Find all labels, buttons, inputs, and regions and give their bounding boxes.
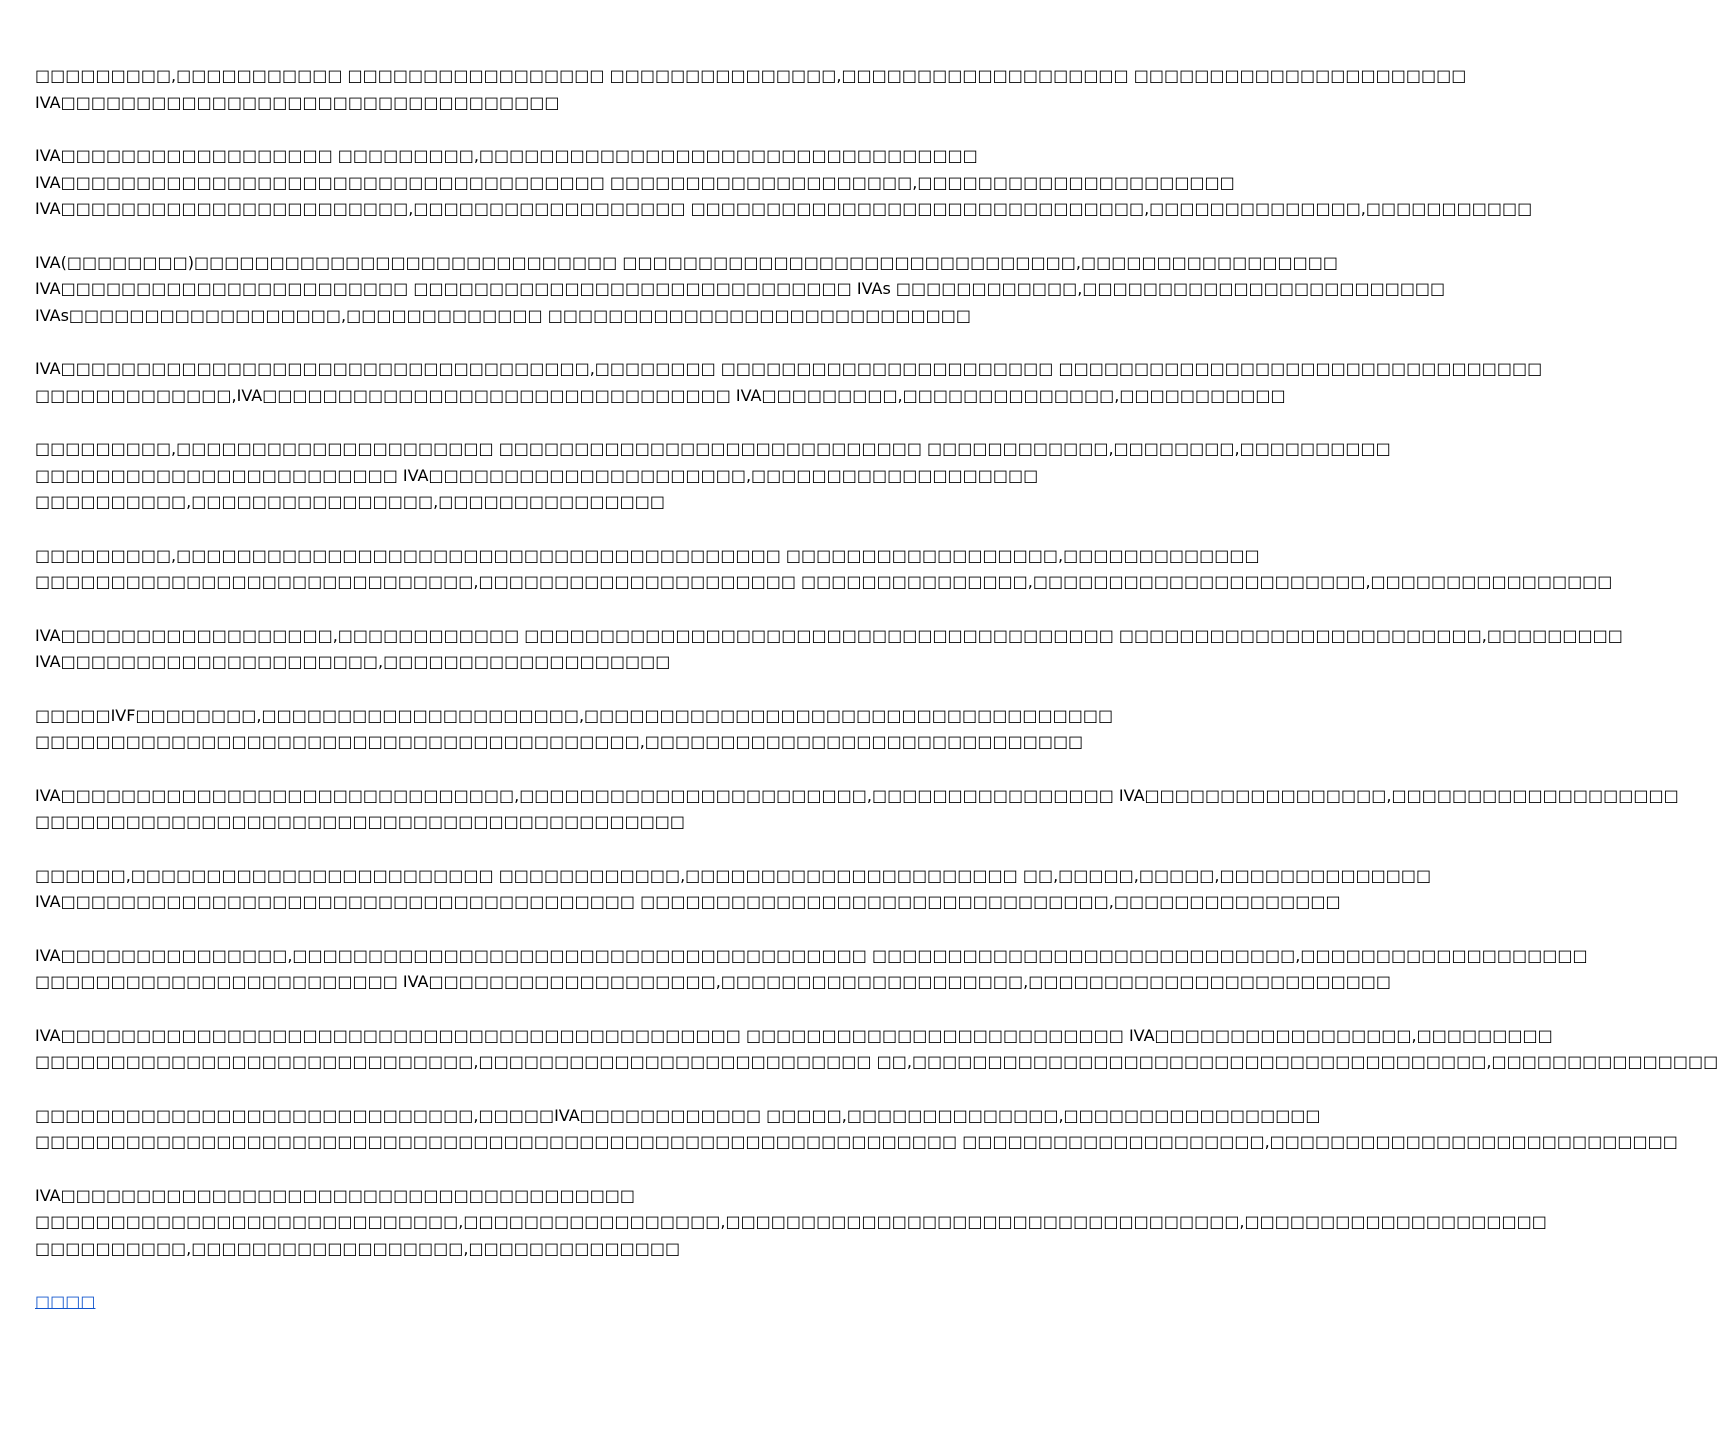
paragraph-line: IVA□□□□□□□□□□□□□□□,□□□□□□□□□□□□□□□□□□□□□□□□□□□□□□□□□□□□□□ □□□□□□□□□□□□□□□□□□□□□□□□□□□□,□□□□□□□□□□□□□□□□□□□ (35, 945, 1588, 965)
link-paragraph (35, 1289, 975, 1316)
paragraph-line: IVA□□□□□□□□□□□□□□□□□□ □□□□□□□□□,□□□□□□□□□□□□□□□□□□□□□□□□□□□□□□□□□ (35, 146, 978, 165)
paragraph-line: IVA□□□□□□□□□□□□□□□□□□□□□□□□□□□□□□□□□□□□□□ □□□□□□□□□□□□□□□□□□□□□□□□□□□□□□□,□□□□□□□□□□□□□□□ (35, 892, 1341, 911)
paragraph (35, 863, 1432, 916)
paragraph-line: IVA□□□□□□□□□□□□□□□□□□□□□□□□□□□□□□,□□□□□□□□□□□□□□□□□□□□□□□,□□□□□□□□□□□□□□□□ IVA□□□□□□□□□□□□□□□□,□□□□□□□□□□□□□□□□□□□ (35, 785, 1679, 805)
paragraph (35, 250, 1446, 330)
paragraph (35, 436, 1391, 516)
paragraph (35, 543, 1613, 596)
paragraph-line: IVA(□□□□□□□□)□□□□□□□□□□□□□□□□□□□□□□□□□□□□ □□□□□□□□□□□□□□□□□□□□□□□□□□□□□□,□□□□□□□□□□□□□□□□□ (35, 252, 1338, 272)
paragraph-line: □□□□□□□□□□□□□□□□□□□□□□□□ IVA□□□□□□□□□□□□□□□□□□□,□□□□□□□□□□□□□□□□□□□□,□□□□□□□□□□□□□□□□□□□□□□□□ (35, 972, 1392, 991)
paragraph-line: □□□□□□□□□□,□□□□□□□□□□□□□□□□□□,□□□□□□□□□□□□□□ (35, 1238, 681, 1258)
paragraph (35, 356, 1543, 409)
paragraph-line: □□□□□□□□□□□□□□□□□□□□□□□□□□□□□□□□□□□□□□□□,□□□□□□□□□□□□□□□□□□□□□□□□□□□□□ (35, 732, 1084, 751)
paragraph-line: □□□□□□□□□□□□□□□□□□□□□□□□□□□□,□□□□□□□□□□□□□□□□□,□□□□□□□□□□□□□□□□□□□□□□□□□□□□□□□□□□,□□□□□□□□□□□□□□□□□□□□ (35, 1212, 1547, 1231)
paragraph (35, 783, 1679, 836)
paragraph-line: □□□□□□□□□□□□□□□□□□□□□□□□□□□□□,□□□□□□□□□□□□□□□□□□□□□□□□□□ □□,□□□□□□□□□□□□□□□□□□□□□□□□□□□□□□□□□□□□□□,□□□□□□□□□□□□□□□ (35, 1052, 1718, 1071)
paragraph-line: IVA□□□□□□□□□□□□□□□□□□□□□□□ □□□□□□□□□□□□□□□□□□□□□□□□□□□□□ IVAs □□□□□□□□□□□□,□□□□□□□□□□□□□□□□□□□□□□□□ (35, 279, 1446, 298)
paragraph-line: □□□□□□□□□,□□□□□□□□□□□□□□□□□□□□□□□□□□□□□□□□□□□□□□□□ □□□□□□□□□□□□□□□□□□,□□□□□□□□□□□□□ (35, 545, 1260, 565)
read-more-link[interactable]: □□□□ (35, 1292, 96, 1311)
paragraph (35, 703, 1114, 756)
paragraph-line: IVA□□□□□□□□□□□□□□□□□□□□□□□□□□□□□□□□□□□,□□□□□□□□ □□□□□□□□□□□□□□□□□□□□□□ □□□□□□□□□□□□□□□□□□□□□□□□□□□□□□□□ (35, 359, 1543, 378)
paragraph-line: IVA□□□□□□□□□□□□□□□□□□□□□,□□□□□□□□□□□□□□□□□□□ (35, 652, 671, 671)
paragraph (35, 143, 1533, 223)
paragraph (35, 1103, 1678, 1156)
paragraph (35, 623, 1623, 676)
paragraph (35, 943, 1588, 996)
paragraph-line: IVA□□□□□□□□□□□□□□□□□□□□□□□□□□□□□□□□□□□□ □□□□□□□□□□□□□□□□□□□□,□□□□□□□□□□□□□□□□□□□□□ (35, 172, 1235, 192)
paragraph-line: □□□□□□□□□□□□□,IVA□□□□□□□□□□□□□□□□□□□□□□□□□□□□□□□ IVA□□□□□□□□□,□□□□□□□□□□□□□□,□□□□□□□□□□□ (35, 385, 1286, 405)
paragraph (35, 1183, 1547, 1263)
paragraph-line: □□□□□IVF□□□□□□□□,□□□□□□□□□□□□□□□□□□□□□,□□□□□□□□□□□□□□□□□□□□□□□□□□□□□□□□□□□ (35, 705, 1114, 725)
paragraph-line: □□□□□□□□□□□□□□□□□□□□□□□□□□□□□,□□□□□□□□□□□□□□□□□□□□□ □□□□□□□□□□□□□□□,□□□□□□□□□□□□□□□□□□□□□□,□□□□□□□□□□□□□□□□ (35, 572, 1613, 591)
paragraph-line: □□□□□□□□□□□□□□□□□□□□□□□□□□□□□□□□□□□□□□□□□□□□□□□□□□□□□□□□□□□□□ □□□□□□□□□□□□□□□□□□□□,□□□□□□□□□□□□□□□□□□□□□□□□□□□ (35, 1132, 1678, 1151)
paragraph-line: IVA□□□□□□□□□□□□□□□□□□,□□□□□□□□□□□□ □□□□□□□□□□□□□□□□□□□□□□□□□□□□□□□□□□□□□□□ □□□□□□□□□□□□□□□□□□□□□□□□,□□□□□□□□□ (35, 625, 1623, 645)
paragraph-line: □□□□□□□□□□,□□□□□□□□□□□□□□□□,□□□□□□□□□□□□□□□ (35, 492, 665, 511)
paragraph-line: □□□□□□,□□□□□□□□□□□□□□□□□□□□□□□□ □□□□□□□□□□□□,□□□□□□□□□□□□□□□□□□□□□□ □□,□□□□□,□□□□□,□□□□□□□□□□□□□□ (35, 865, 1432, 885)
paragraph (35, 1023, 1718, 1076)
paragraph-line: □□□□□□□□□□□□□□□□□□□□□□□□□□□□□□□□□□□□□□□□□□□ (35, 812, 686, 831)
document-body (35, 63, 1718, 1343)
paragraph-line: □□□□□□□□□□□□□□□□□□□□□□□□ IVA□□□□□□□□□□□□□□□□□□□□□,□□□□□□□□□□□□□□□□□□□ (35, 465, 1039, 485)
paragraph-line: □□□□□□□□□□□□□□□□□□□□□□□□□□□□□,□□□□□IVA□□□□□□□□□□□□ □□□□□,□□□□□□□□□□□□□□,□□□□□□□□□□□□□□□□□ (35, 1105, 1321, 1125)
paragraph-line: □□□□□□□□□,□□□□□□□□□□□ □□□□□□□□□□□□□□□□□ □□□□□□□□□□□□□□□,□□□□□□□□□□□□□□□□□□□ □□□□□□□□□□□□□□□□□□□□□□ (35, 66, 1467, 85)
paragraph-line: IVA□□□□□□□□□□□□□□□□□□□□□□□□□□□□□□□□□□□□□□ (35, 1185, 636, 1205)
paragraph (35, 63, 1467, 116)
paragraph-line: □□□□□□□□□,□□□□□□□□□□□□□□□□□□□□□ □□□□□□□□□□□□□□□□□□□□□□□□□□□□ □□□□□□□□□□□□,□□□□□□□□,□□□□□□□□□□ (35, 439, 1391, 458)
paragraph-line: IVA□□□□□□□□□□□□□□□□□□□□□□□□□□□□□□□□□ (35, 92, 560, 112)
paragraph-line: IVAs□□□□□□□□□□□□□□□□□□,□□□□□□□□□□□□□ □□□□□□□□□□□□□□□□□□□□□□□□□□□□ (35, 305, 972, 325)
paragraph-line: IVA□□□□□□□□□□□□□□□□□□□□□□□,□□□□□□□□□□□□□□□□□□ □□□□□□□□□□□□□□□□□□□□□□□□□□□□□□,□□□□□□□□□□□□□□,□□□□□□□□□□□ (35, 199, 1533, 218)
paragraph-line: IVA□□□□□□□□□□□□□□□□□□□□□□□□□□□□□□□□□□□□□□□□□□□□□ □□□□□□□□□□□□□□□□□□□□□□□□□ IVA□□□□□□□□□□□□□□□□□,□□□□□□□□□ (35, 1025, 1553, 1045)
